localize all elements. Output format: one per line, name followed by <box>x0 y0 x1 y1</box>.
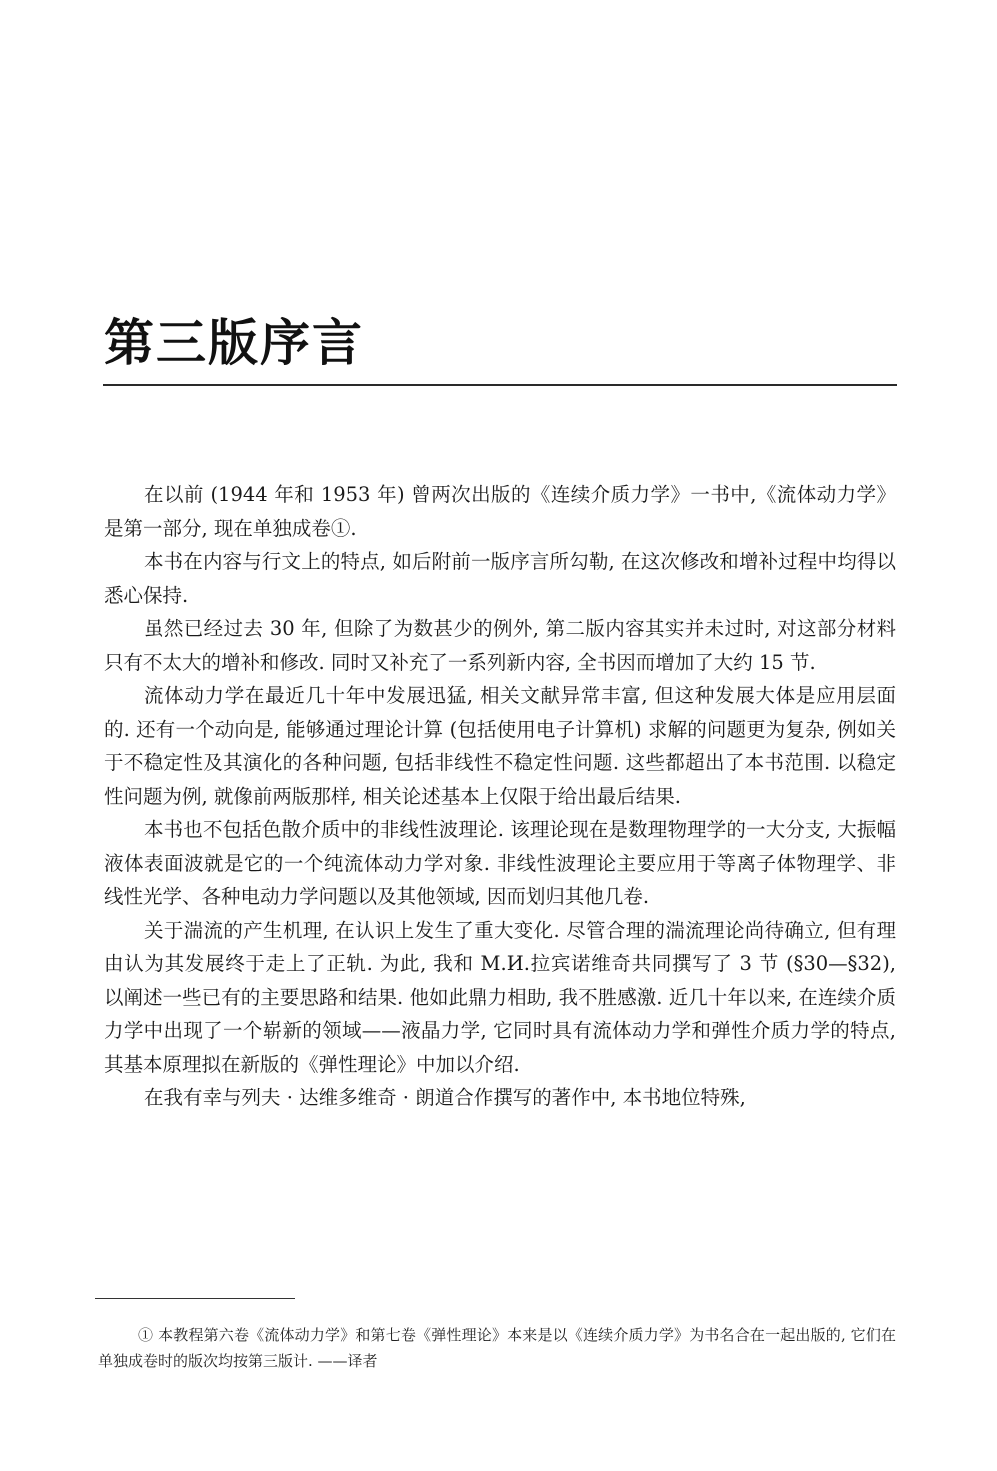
footnote: ① 本教程第六卷《流体动力学》和第七卷《弹性理论》本来是以《连续介质力学》为书名合在一起出版的, 它们在单独成卷时的版次均按第三版计. ——译者 <box>98 1326 896 1370</box>
paragraph: 本书也不包括色散介质中的非线性波理论. 该理论现在是数理物理学的一大分支, 大振幅液体表面波就是它的一个纯流体动力学对象. 非线性波理论主要应用于等离子体物理学、非线性光学、各种电动力学问题以及其他领域, 因而划归其他几卷. <box>104 818 896 908</box>
paragraph: 在以前 (1944 年和 1953 年) 曾两次出版的《连续介质力学》一书中,《流体动力学》是第一部分, 现在单独成卷①. <box>104 483 896 540</box>
paragraph: 虽然已经过去 30 年, 但除了为数甚少的例外, 第二版内容其实并未过时, 对这部分材料只有不太大的增补和修改. 同时又补充了一系列新内容, 全书因而增加了大约 15 节. <box>104 617 896 674</box>
paragraph: 流体动力学在最近几十年中发展迅猛, 相关文献异常丰富, 但这种发展大体是应用层面的. 还有一个动向是, 能够通过理论计算 (包括使用电子计算机) 求解的问题更为复杂, 例如关于不稳定性及其演化的各种问题, 包括非线性不稳定性问题. 这些都超出了本书范围. 以稳定性问题为例, 就像前两版那样, 相关论述基本上仅限于给出最后结果. <box>104 684 896 808</box>
paragraph: 在我有幸与列夫 · 达维多维奇 · 朗道合作撰写的著作中, 本书地位特殊, <box>144 1086 746 1109</box>
paragraph: 关于湍流的产生机理, 在认识上发生了重大变化. 尽管合理的湍流理论尚待确立, 但有理由认为其发展终于走上了正轨. 为此, 我和 M.И.拉宾诺维奇共同撰写了 3 节 (§30—§32), 以阐述一些已有的主要思路和结果. 他如此鼎力相助, 我不胜感激. 近几十年以来, 在连续介质力学中出现了一个崭新的领域——液晶力学, 它同时具有流体动力学和弹性介质力学的特点, 其基本原理拟在新版的《弹性理论》中加以介绍. <box>104 918 896 1076</box>
chapter-title: 第三版序言 <box>104 314 364 372</box>
paragraph: 本书在内容与行文上的特点, 如后附前一版序言所勾勒, 在这次修改和增补过程中均得以悉心保持. <box>104 550 896 607</box>
footnote-divider <box>95 1298 295 1299</box>
body-text <box>104 478 896 1115</box>
title-divider <box>103 384 897 386</box>
